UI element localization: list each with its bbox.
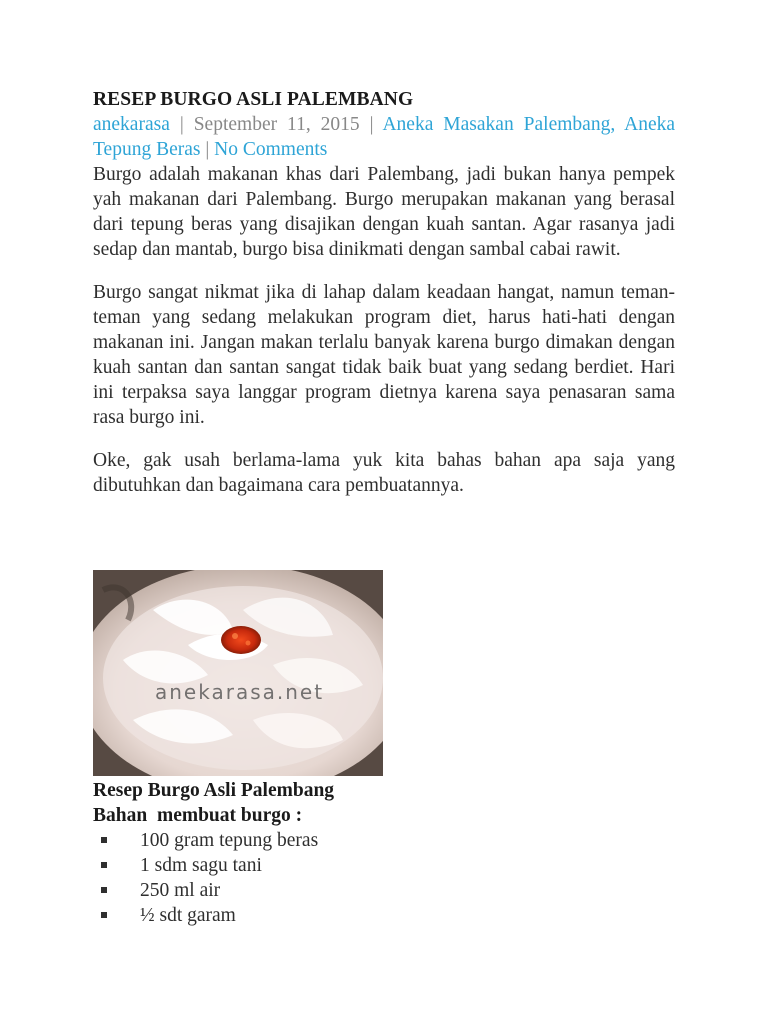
- post-meta: [93, 112, 675, 162]
- ingredients-heading: Bahan membuat burgo :: [93, 805, 303, 826]
- square-bullet-icon: [101, 912, 107, 918]
- meta-separator: |: [359, 114, 383, 135]
- ingredients-list: [93, 828, 318, 928]
- photo-watermark: anekarasa.net: [155, 680, 325, 704]
- list-item: 250 ml air: [93, 878, 318, 903]
- category-link-masakan-palembang[interactable]: Aneka Masakan Palembang: [382, 114, 611, 135]
- document-page: [93, 88, 676, 926]
- comments-link[interactable]: No Comments: [214, 139, 328, 160]
- paragraph-transition: Oke, gak usah berlama-lama yuk kita bahas bahan apa saja yang dibutuhkan dan bagaimana cara pembuatannya.: [93, 450, 675, 496]
- list-item: ½ sdt garam: [93, 903, 318, 928]
- square-bullet-icon: [101, 837, 107, 843]
- square-bullet-icon: [101, 862, 107, 868]
- paragraph-intro: Burgo adalah makanan khas dari Palembang, jadi bukan hanya pempek yah makanan dari Palembang. Burgo merupakan makanan yang berasal dari tepung beras yang disajikan dengan kuah santan. Agar rasanya jadi sedap dan mantab, burgo bisa dinikmati dengan sambal cabai rawit.: [93, 164, 675, 260]
- author-link[interactable]: anekarasa: [93, 114, 170, 135]
- burgo-photo: [93, 570, 383, 776]
- meta-separator: |: [169, 114, 194, 135]
- recipe-caption: [93, 778, 334, 828]
- paragraph-diet-warning: Burgo sangat nikmat jika di lahap dalam keadaan hangat, namun teman-teman yang sedang melakukan program diet, harus hati-hati dengan makanan ini. Jangan makan terlalu banyak karena burgo dimakan dengan kuah santan dan santan sangat tidak baik buat yang sedang berdiet. Hari ini terpaksa saya langgar program dietnya karena saya penasaran sama rasa burgo ini.: [93, 282, 675, 428]
- meta-separator: |: [200, 139, 215, 160]
- meta-separator: ,: [610, 114, 625, 135]
- page-title: RESEP BURGO ASLI PALEMBANG: [93, 89, 414, 110]
- list-item: 1 sdm sagu tani: [93, 853, 318, 878]
- square-bullet-icon: [101, 887, 107, 893]
- post-date: September 11, 2015: [193, 114, 360, 135]
- category-link-tepung-beras[interactable]: Aneka Tepung Beras: [93, 114, 676, 160]
- recipe-title: Resep Burgo Asli Palembang: [93, 780, 335, 801]
- list-item: 100 gram tepung beras: [93, 828, 318, 853]
